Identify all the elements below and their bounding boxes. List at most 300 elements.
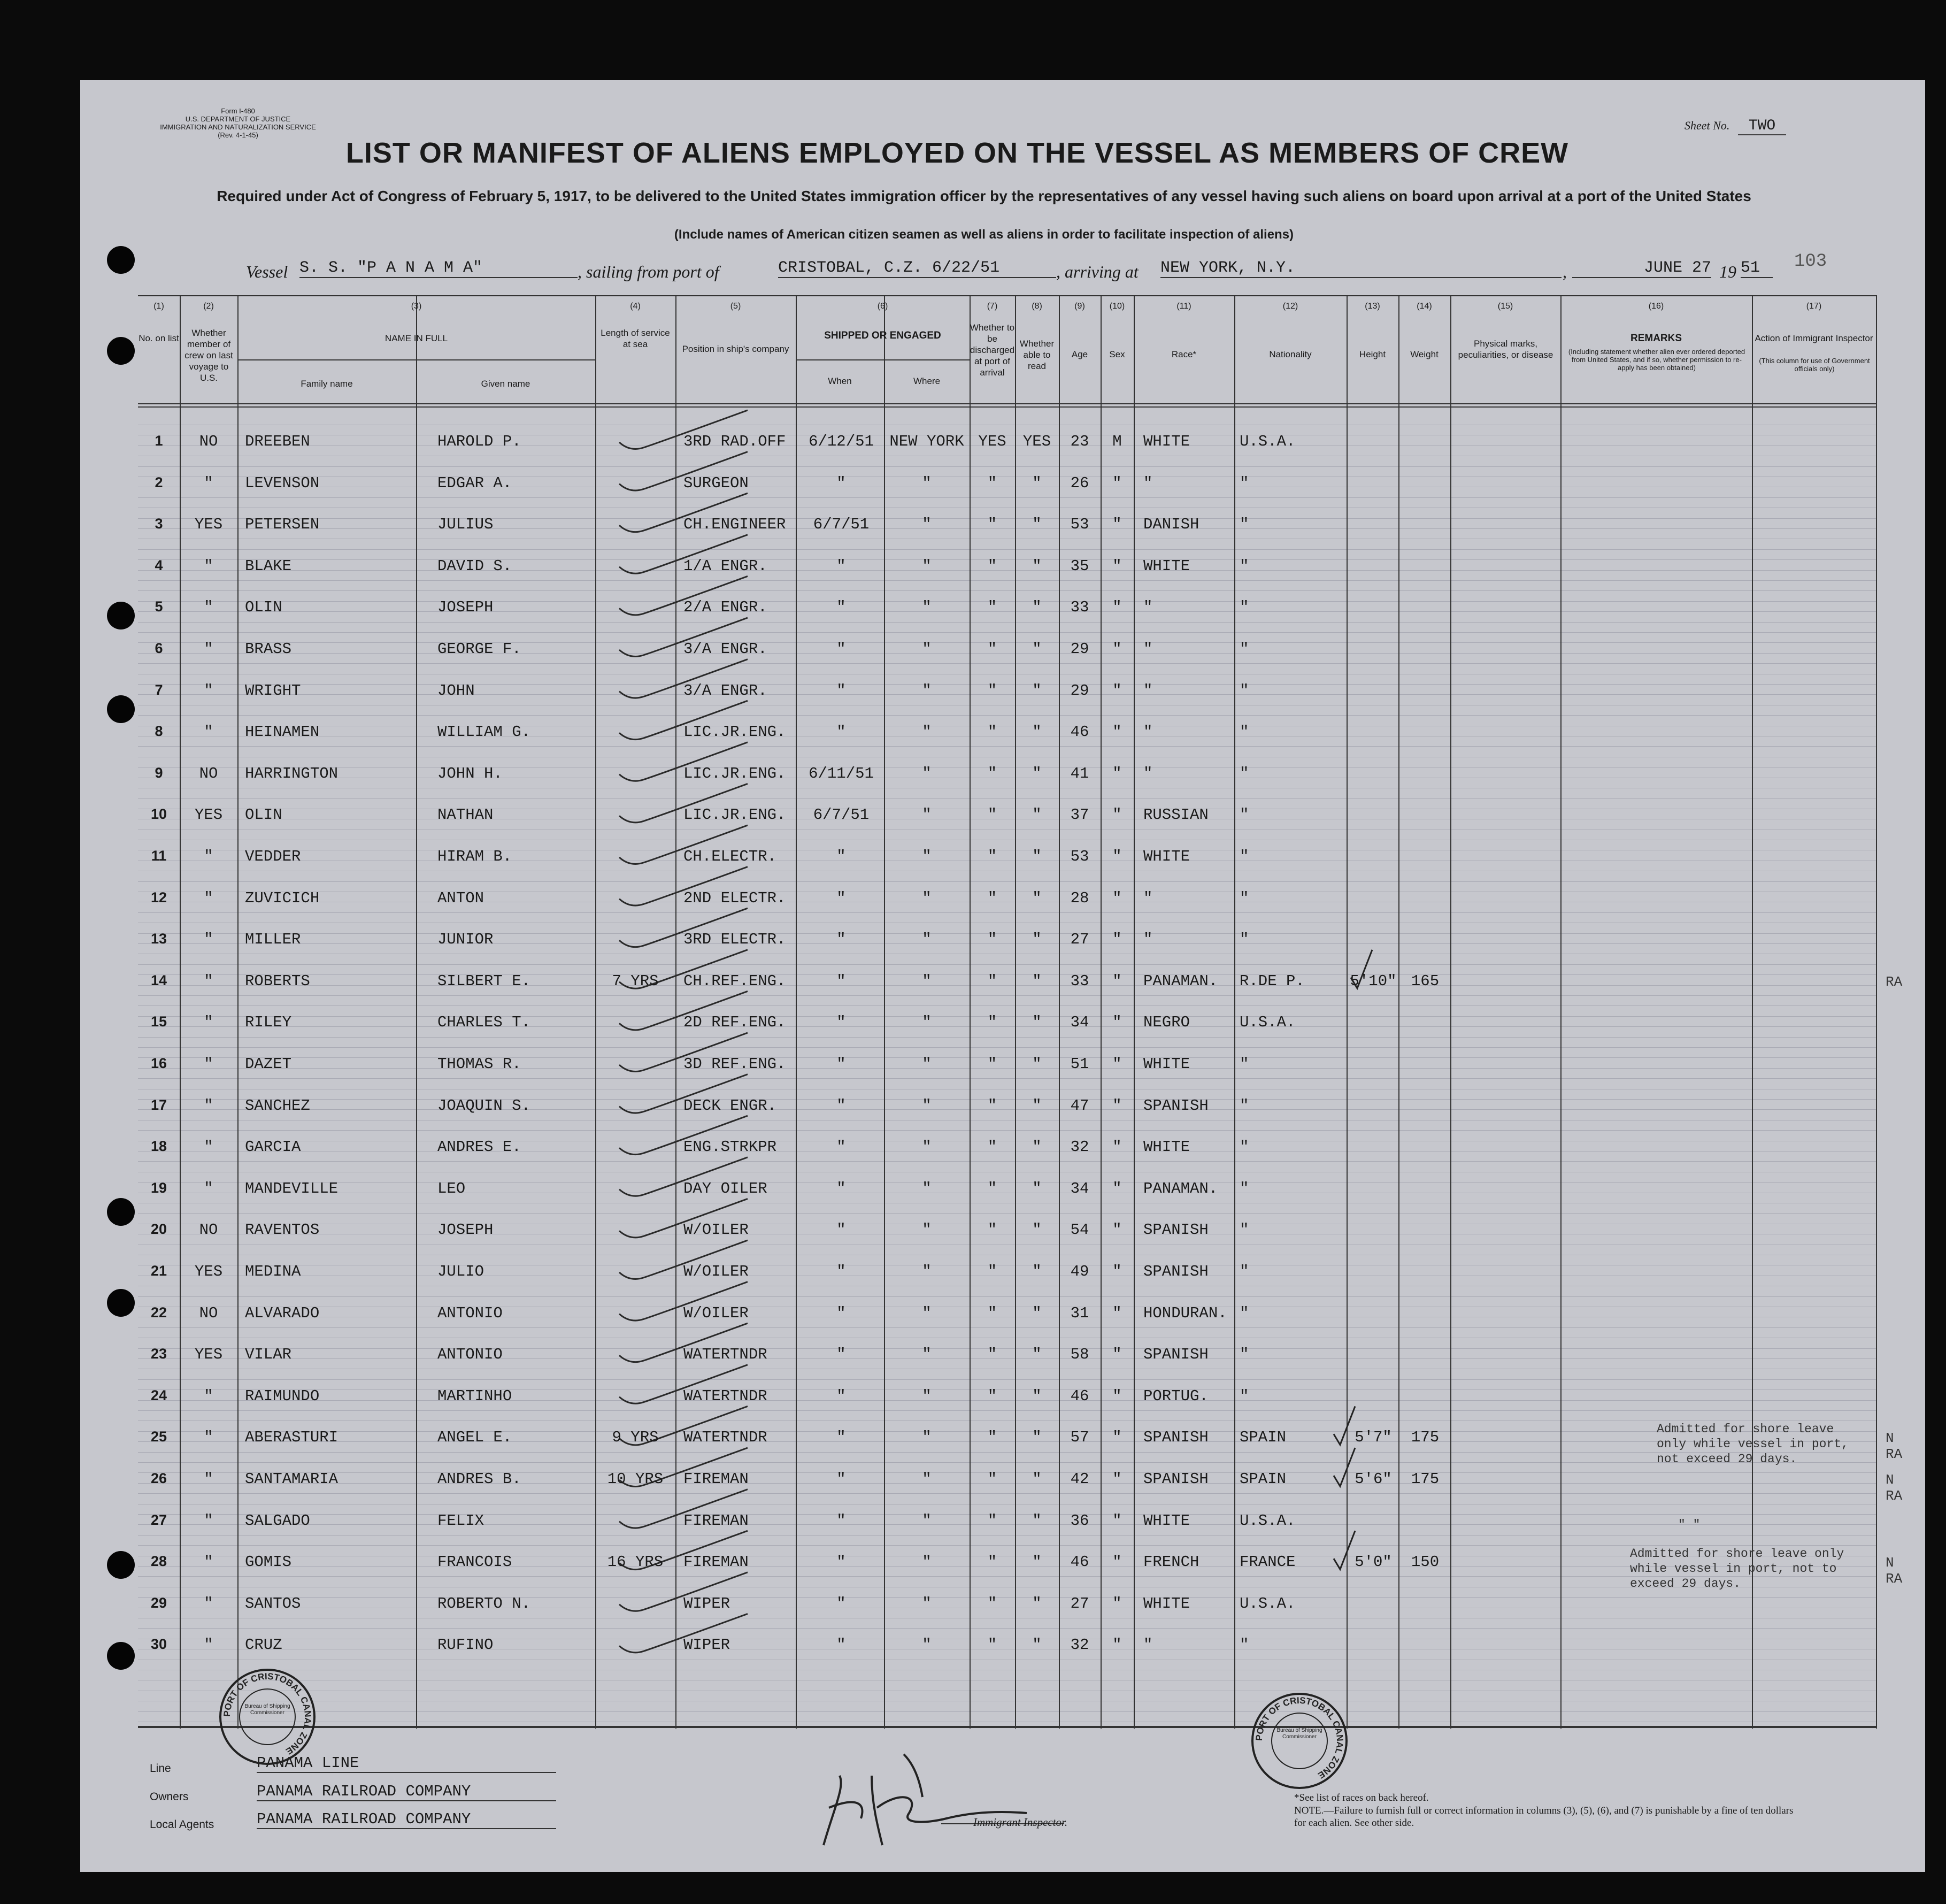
age: 53 [1070, 848, 1089, 865]
able-to-read: " [1032, 1387, 1042, 1405]
shipped-where: " [922, 1014, 932, 1032]
crew-last-voyage: " [204, 1636, 213, 1654]
crew-last-voyage: YES [194, 806, 223, 824]
table-row [138, 1458, 1876, 1500]
shipped-when: " [836, 931, 846, 949]
position: W/OILER [683, 1263, 749, 1280]
able-to-read: " [1032, 681, 1042, 700]
crew-last-voyage: " [204, 972, 213, 990]
discharged: " [987, 1221, 997, 1239]
row-number: 28 [150, 1553, 167, 1570]
given-name: JOHN [437, 681, 475, 700]
family-name: LEVENSON [245, 474, 320, 492]
header-able-read: Whether able to read [1019, 339, 1055, 371]
column-divider [1876, 295, 1877, 1729]
sex: " [1112, 931, 1122, 949]
sex: " [1112, 1636, 1122, 1654]
nationality: " [1240, 1346, 1249, 1364]
able-to-read: " [1032, 1553, 1042, 1571]
discharged: " [987, 931, 997, 949]
given-name: FRANCOIS [437, 1553, 512, 1571]
family-name: HEINAMEN [245, 723, 320, 741]
length-of-service: 16 YRS [607, 1553, 664, 1571]
column-number: (11) [1176, 302, 1191, 311]
row-number: 5 [155, 598, 163, 615]
given-name: GEORGE F. [437, 640, 521, 658]
age: 33 [1070, 972, 1089, 990]
row-number: 13 [150, 931, 167, 947]
table-row [138, 1376, 1876, 1417]
discharged: " [987, 681, 997, 700]
race: WHITE [1143, 1594, 1190, 1613]
weight: 165 [1411, 972, 1440, 990]
revision: (Rev. 4-1-45) [218, 131, 258, 139]
table-row [138, 1085, 1876, 1127]
age: 54 [1070, 1221, 1089, 1239]
given-name: ANGEL E. [437, 1429, 512, 1447]
discharged: " [987, 1096, 997, 1115]
header-length-service: Length of service at sea [601, 328, 670, 349]
punch-hole [107, 1551, 135, 1579]
table-row [138, 753, 1876, 795]
punch-hole [107, 602, 135, 629]
shipped-where: " [922, 848, 932, 865]
position: LIC.JR.ENG. [683, 806, 786, 824]
table-row [138, 1541, 1876, 1583]
position: 3/A ENGR. [683, 681, 767, 700]
race: " [1143, 1636, 1153, 1654]
column-number: (9) [1074, 302, 1085, 311]
remark-shore-leave: Admitted for shore leave only while vessel in port, not to exceed 29 days. [1630, 1547, 1844, 1591]
shipped-when: " [836, 557, 846, 575]
shipped-where: " [922, 1346, 932, 1364]
table-row [138, 919, 1876, 961]
shipped-where: " [922, 1387, 932, 1405]
nationality: " [1240, 1179, 1249, 1197]
family-name: MANDEVILLE [245, 1179, 339, 1197]
height: 5'10" [1350, 972, 1397, 990]
race: " [1143, 723, 1153, 741]
row-number: 30 [150, 1636, 167, 1653]
shipped-when: " [836, 1138, 846, 1156]
shipped-when: " [836, 1636, 846, 1654]
remark-shore-leave: Admitted for shore leave only while vessel in port, not exceed 29 days. [1657, 1422, 1849, 1467]
given-name: ANTON [437, 889, 484, 907]
given-name: ANDRES E. [437, 1138, 521, 1156]
crew-last-voyage: " [204, 723, 213, 741]
header-family-name: Family name [301, 379, 353, 389]
given-name: NATHAN [437, 806, 494, 824]
able-to-read: " [1032, 1594, 1042, 1613]
table-row [138, 1043, 1876, 1085]
position: 3RD RAD.OFF [683, 433, 786, 450]
family-name: ALVARADO [245, 1304, 320, 1322]
position: WIPER [683, 1636, 730, 1654]
discharged: " [987, 1636, 997, 1654]
able-to-read: " [1032, 1179, 1042, 1197]
able-to-read: " [1032, 474, 1042, 492]
given-name: RUFINO [437, 1636, 494, 1654]
discharged: " [987, 1470, 997, 1488]
able-to-read: " [1032, 1304, 1042, 1322]
sex: " [1112, 516, 1122, 534]
family-name: HARRINGTON [245, 764, 339, 782]
discharged: " [987, 1429, 997, 1447]
header-given-name: Given name [481, 379, 530, 389]
column-number: (6) [877, 302, 888, 311]
shipped-when: " [836, 640, 846, 658]
crew-last-voyage: " [204, 557, 213, 575]
position: FIREMAN [683, 1553, 749, 1571]
able-to-read: " [1032, 1263, 1042, 1280]
action-mark: RA [1886, 973, 1903, 990]
nationality: SPAIN [1240, 1470, 1287, 1488]
nationality: " [1240, 723, 1249, 741]
race: SPANISH [1143, 1221, 1209, 1239]
race: " [1143, 931, 1153, 949]
header-age: Age [1071, 349, 1088, 359]
race: NEGRO [1143, 1014, 1190, 1032]
nationality: " [1240, 1096, 1249, 1115]
nationality: " [1240, 806, 1249, 824]
age: 31 [1070, 1304, 1089, 1322]
race: SPANISH [1143, 1470, 1209, 1488]
table-row [138, 1168, 1876, 1210]
race: " [1143, 681, 1153, 700]
column-number: (3) [411, 302, 422, 311]
header-position: Position in ship's company [682, 344, 789, 354]
age: 46 [1070, 1387, 1089, 1405]
nationality: " [1240, 516, 1249, 534]
crew-last-voyage: NO [199, 433, 218, 450]
able-to-read: " [1032, 1014, 1042, 1032]
row-number: 20 [150, 1221, 167, 1238]
row-number: 11 [151, 848, 167, 864]
family-name: MILLER [245, 931, 301, 949]
shipped-where: " [922, 1594, 932, 1613]
shipped-where: " [922, 723, 932, 741]
family-name: SALGADO [245, 1511, 310, 1530]
column-number: (17) [1806, 302, 1822, 311]
able-to-read: YES [1022, 433, 1051, 450]
length-of-service: 7 YRS [612, 972, 659, 990]
header-remarks-note: (Including statement whether alien ever ordered deported from United States, and if so, whether permission to re-apply has been obtained) [1568, 348, 1745, 372]
age: 53 [1070, 516, 1089, 534]
row-number: 6 [155, 640, 163, 656]
stamp-ring-text: PORT OF CRISTOBAL CANAL ZONE [221, 1671, 313, 1757]
sex: " [1112, 1096, 1122, 1115]
given-name: ROBERTO N. [437, 1594, 531, 1613]
age: 28 [1070, 889, 1089, 907]
sex: " [1112, 764, 1122, 782]
sex: " [1112, 557, 1122, 575]
nationality: U.S.A. [1240, 1511, 1296, 1530]
discharged: " [987, 972, 997, 990]
age: 33 [1070, 598, 1089, 617]
crew-last-voyage: " [204, 1429, 213, 1447]
crew-last-voyage: NO [199, 764, 218, 782]
header-name-in-full: NAME IN FULL [384, 333, 448, 343]
shipped-where: NEW YORK [889, 433, 964, 450]
race: SPANISH [1143, 1096, 1209, 1115]
age: 34 [1070, 1014, 1089, 1032]
sheet-number [1685, 118, 1786, 134]
races-note: *See list of races on back hereof. [1294, 1792, 1429, 1803]
age: 27 [1070, 931, 1089, 949]
row-number: 8 [155, 723, 163, 740]
race: SPANISH [1143, 1429, 1209, 1447]
nationality: " [1240, 1636, 1249, 1654]
position: ENG.STRKPR [683, 1138, 777, 1156]
comma: , [1563, 262, 1567, 281]
nationality: " [1240, 1387, 1249, 1405]
table-row [138, 1293, 1876, 1334]
shipped-when: " [836, 681, 846, 700]
age: 34 [1070, 1179, 1089, 1197]
shipped-when: " [836, 1346, 846, 1364]
shipped-when: " [836, 1429, 846, 1447]
shipped-where: " [922, 1470, 932, 1488]
family-name: DAZET [245, 1055, 292, 1073]
discharged: " [987, 1594, 997, 1613]
age: 29 [1070, 681, 1089, 700]
form-number: Form I-480 [221, 107, 255, 115]
shipped-when: " [836, 1096, 846, 1115]
race: " [1143, 764, 1153, 782]
row-number: 26 [150, 1470, 167, 1486]
crew-last-voyage: " [204, 474, 213, 492]
race: WHITE [1143, 1138, 1190, 1156]
family-name: VILAR [245, 1346, 292, 1364]
able-to-read: " [1032, 1138, 1042, 1156]
family-name: RAVENTOS [245, 1221, 320, 1239]
age: 36 [1070, 1511, 1089, 1530]
race: " [1143, 640, 1153, 658]
crew-last-voyage: " [204, 1179, 213, 1197]
position: LIC.JR.ENG. [683, 764, 786, 782]
crew-last-voyage: " [204, 1470, 213, 1488]
crew-last-voyage: " [204, 1511, 213, 1530]
sex: " [1112, 640, 1122, 658]
column-number: (4) [630, 302, 641, 311]
able-to-read: " [1032, 557, 1042, 575]
table-row [138, 1002, 1876, 1043]
owners-label: Owners [150, 1791, 189, 1803]
row-number: 12 [150, 889, 167, 905]
row-number: 17 [150, 1096, 167, 1113]
cristobal-stamp-right [1249, 1690, 1350, 1792]
nationality: U.S.A. [1240, 1594, 1296, 1613]
age: 27 [1070, 1594, 1089, 1613]
race: PANAMAN. [1143, 1179, 1218, 1197]
family-name: PETERSEN [245, 516, 320, 534]
crew-last-voyage: YES [194, 516, 223, 534]
sex: " [1112, 1304, 1122, 1322]
shipped-where: " [922, 474, 932, 492]
page-number: 103 [1794, 251, 1827, 272]
cristobal-stamp-left [217, 1666, 318, 1768]
header-no-on-list: No. on list [139, 333, 179, 343]
given-name: ANDRES B. [437, 1470, 521, 1488]
position: 3D REF.ENG. [683, 1055, 786, 1073]
row-number: 24 [150, 1387, 167, 1403]
given-name: HIRAM B. [437, 848, 512, 865]
sex: " [1112, 1594, 1122, 1613]
shipped-where: " [922, 598, 932, 617]
family-name: ZUVICICH [245, 889, 320, 907]
row-number: 10 [150, 806, 167, 823]
discharged: " [987, 1014, 997, 1032]
race: WHITE [1143, 848, 1190, 865]
crew-last-voyage: YES [194, 1263, 223, 1280]
family-name: WRIGHT [245, 681, 301, 700]
race: SPANISH [1143, 1263, 1209, 1280]
race: WHITE [1143, 1055, 1190, 1073]
header-action-note: (This column for use of Government officials only) [1759, 357, 1870, 373]
shipped-where: " [922, 931, 932, 949]
column-number: (15) [1497, 302, 1513, 311]
position: FIREMAN [683, 1470, 749, 1488]
race: PANAMAN. [1143, 972, 1218, 990]
position: WATERTNDR [683, 1346, 767, 1364]
age: 29 [1070, 640, 1089, 658]
column-number: (5) [730, 302, 741, 311]
age: 41 [1070, 764, 1089, 782]
crew-last-voyage: " [204, 640, 213, 658]
age: 46 [1070, 723, 1089, 741]
line-label: Line [150, 1762, 171, 1775]
crew-last-voyage: " [204, 889, 213, 907]
able-to-read: " [1032, 598, 1042, 617]
age: 32 [1070, 1636, 1089, 1654]
sex: " [1112, 681, 1122, 700]
column-number: (16) [1648, 302, 1664, 311]
manifest-table [138, 295, 1903, 1729]
able-to-read: " [1032, 1470, 1042, 1488]
able-to-read: " [1032, 723, 1042, 741]
given-name: ANTONIO [437, 1346, 503, 1364]
able-to-read: " [1032, 1429, 1042, 1447]
position: DAY OILER [683, 1179, 767, 1197]
able-to-read: " [1032, 889, 1042, 907]
row-number: 25 [150, 1429, 167, 1445]
discharged: " [987, 848, 997, 865]
sailing-port: CRISTOBAL, C.Z. 6/22/51 [778, 259, 1056, 278]
header-nationality: Nationality [1269, 349, 1312, 359]
table-row [138, 463, 1876, 504]
discharged: " [987, 516, 997, 534]
shipped-when: " [836, 848, 846, 865]
table-row [138, 628, 1876, 670]
discharged: " [987, 1055, 997, 1073]
shipped-when: " [836, 1387, 846, 1405]
nationality: " [1240, 1263, 1249, 1280]
given-name: FELIX [437, 1511, 484, 1530]
position: WIPER [683, 1594, 730, 1613]
shipped-where: " [922, 1429, 932, 1447]
able-to-read: " [1032, 972, 1042, 990]
family-name: DREEBEN [245, 433, 310, 450]
able-to-read: " [1032, 1055, 1042, 1073]
header-shipped: SHIPPED OR ENGAGED [824, 330, 941, 341]
agents-value: PANAMA RAILROAD COMPANY [257, 1810, 556, 1829]
inspector-label: Immigrant Inspector. [973, 1816, 1068, 1829]
shipped-when: 6/7/51 [813, 516, 870, 534]
arrival-date: JUNE 27 [1572, 259, 1711, 278]
age: 37 [1070, 806, 1089, 824]
crew-last-voyage: " [204, 1055, 213, 1073]
given-name: WILLIAM G. [437, 723, 531, 741]
able-to-read: " [1032, 931, 1042, 949]
shipped-when: " [836, 1055, 846, 1073]
table-row [138, 1500, 1876, 1542]
row-number: 14 [150, 972, 167, 988]
shipped-when: " [836, 723, 846, 741]
position: 3RD ELECTR. [683, 931, 786, 949]
arriving-port: NEW YORK, N.Y. [1160, 259, 1562, 278]
family-name: BRASS [245, 640, 292, 658]
weight: 150 [1411, 1553, 1440, 1571]
arrival-year: 51 [1741, 259, 1773, 278]
shipped-where: " [922, 1263, 932, 1280]
shipped-when: " [836, 889, 846, 907]
nationality: FRANCE [1240, 1553, 1296, 1571]
row-number: 1 [155, 433, 163, 449]
punch-hole [107, 1198, 135, 1226]
age: 49 [1070, 1263, 1089, 1280]
sex: " [1112, 1346, 1122, 1364]
race: WHITE [1143, 1511, 1190, 1530]
shipped-where: " [922, 806, 932, 824]
family-name: ABERASTURI [245, 1429, 339, 1447]
family-name: GARCIA [245, 1138, 301, 1156]
table-row [138, 836, 1876, 878]
row-number: 9 [155, 764, 163, 781]
race: DANISH [1143, 516, 1199, 534]
family-name: RAIMUNDO [245, 1387, 320, 1405]
position: 3/A ENGR. [683, 640, 767, 658]
shipped-where: " [922, 557, 932, 575]
given-name: EDGAR A. [437, 474, 512, 492]
crew-last-voyage: " [204, 848, 213, 865]
crew-last-voyage: " [204, 931, 213, 949]
position: CH.ENGINEER [683, 516, 786, 534]
age: 42 [1070, 1470, 1089, 1488]
given-name: JULIO [437, 1263, 484, 1280]
discharged: YES [978, 433, 1006, 450]
length-of-service: 10 YRS [607, 1470, 664, 1488]
header-physical-marks: Physical marks, peculiarities, or disease [1458, 339, 1553, 360]
able-to-read: " [1032, 1346, 1042, 1364]
shipped-where: " [922, 1636, 932, 1654]
punch-hole [107, 337, 135, 365]
discharged: " [987, 764, 997, 782]
given-name: LEO [437, 1179, 466, 1197]
column-number: (12) [1282, 302, 1298, 311]
position: 2ND ELECTR. [683, 889, 786, 907]
table-row [138, 670, 1876, 712]
action-mark: N RA [1886, 1430, 1903, 1463]
age: 57 [1070, 1429, 1089, 1447]
header-discharged: Whether to be discharged at port of arrival [970, 323, 1015, 378]
row-number: 16 [150, 1055, 167, 1071]
age: 23 [1070, 433, 1089, 450]
row-number: 3 [155, 516, 163, 532]
row-number: 4 [155, 557, 163, 573]
shipped-when: 6/7/51 [813, 806, 870, 824]
table-row [138, 1417, 1876, 1458]
crew-last-voyage: " [204, 1594, 213, 1613]
